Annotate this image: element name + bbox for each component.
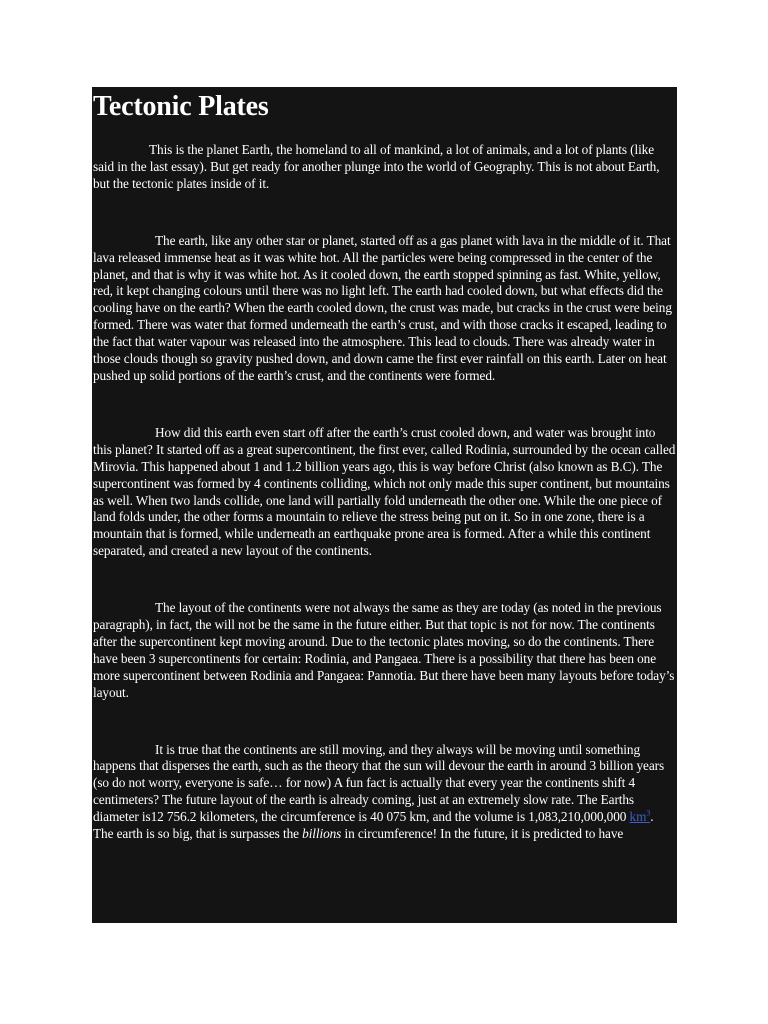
superscript-3: 3: [646, 808, 651, 818]
document-title: Tectonic Plates: [93, 91, 269, 122]
paragraph-4: The layout of the continents were not always the same as they are today (as noted in the previous paragraph), in fact, the will not be the same in the future either. But that topic is not for now. The continents after the supercontinent kept moving around. Due to the tectonic plates moving, so do the continents. There have been 3 supercontinents for certain: Rodinia, and Pangaea. There is a possibility that there has been one more supercontinent between Rodinia and Pangaea: Pannotia. But there have been many layouts before today’s layout.: [93, 600, 675, 700]
paragraph-5: It is true that the continents are still moving, and they always will be moving until something happens that disperses the earth, such as the theory that the sun will devour the earth in around 3 billion years (so do not worry, everyone is safe… for now) A fun fact is actually that every year the continents shift 4 centimeters? The future layout of the earth is already coming, just at an extremely slow rate. The Earths diameter is12 756.2 kilometers, the circumference is 40 075 km, and the volume is 1,083,210,000,000 km$^3$. The earth is so big, that is surpasses the billions in circumference! In the future, it is predicted to have: [93, 741, 665, 842]
km-link[interactable]: km$^3$: [629, 808, 651, 825]
paragraph-2: The earth, like any other star or planet, started off as a gas planet with lava in the middle of it. That lava released immense heat as it was white hot. All the particles were being compressed in the center of the planet, and that is why it was white hot. As it cooled down, the earth stopped spinning as fast. White, yellow, red, it kept changing colours until there was no light left. The earth had cooled down, but what effects did the cooling have on the earth? When the earth cooled down, the crust was made, but cracks in the crust were being formed. There was water that formed underneath the earth’s crust, and with those cracks it escaped, leading to the fact that water vapour was released into the atmosphere. This lead to clouds. There was already water in those clouds though so gravity pushed down, and down came the first ever rainfall on this earth. Later on heat pushed up solid portions of the earth’s crust, and the continents were formed.: [93, 232, 672, 383]
document-page: [92, 87, 677, 923]
paragraph-1: This is the planet Earth, the homeland to all of mankind, a lot of animals, and a lot of plants (like said in the last essay). But get ready for another plunge into the world of Geography. This is not about Earth, but the tectonic plates inside of it.: [93, 142, 660, 191]
paragraph-3: How did this earth even start off after the earth’s crust cooled down, and water was brought into this planet? It started off as a great supercontinent, the first ever, called Rodinia, surrounded by the ocean called Mirovia. This happened about 1 and 1.2 billion years ago, this is way before Christ (also known as B.C). The supercontinent was formed by 4 continents colliding, which not only made this super continent, but mountains as well. When two lands collide, one land will partially fold underneath the other one. While the one piece of land folds under, the other forms a mountain to relieve the stress being put on it. So in one zone, there is a mountain that is formed, while underneath an earthquake prone area is formed. After a while this continent separated, and created a new layout of the continents.: [93, 424, 676, 559]
emphasis-billions: billions: [302, 826, 342, 842]
